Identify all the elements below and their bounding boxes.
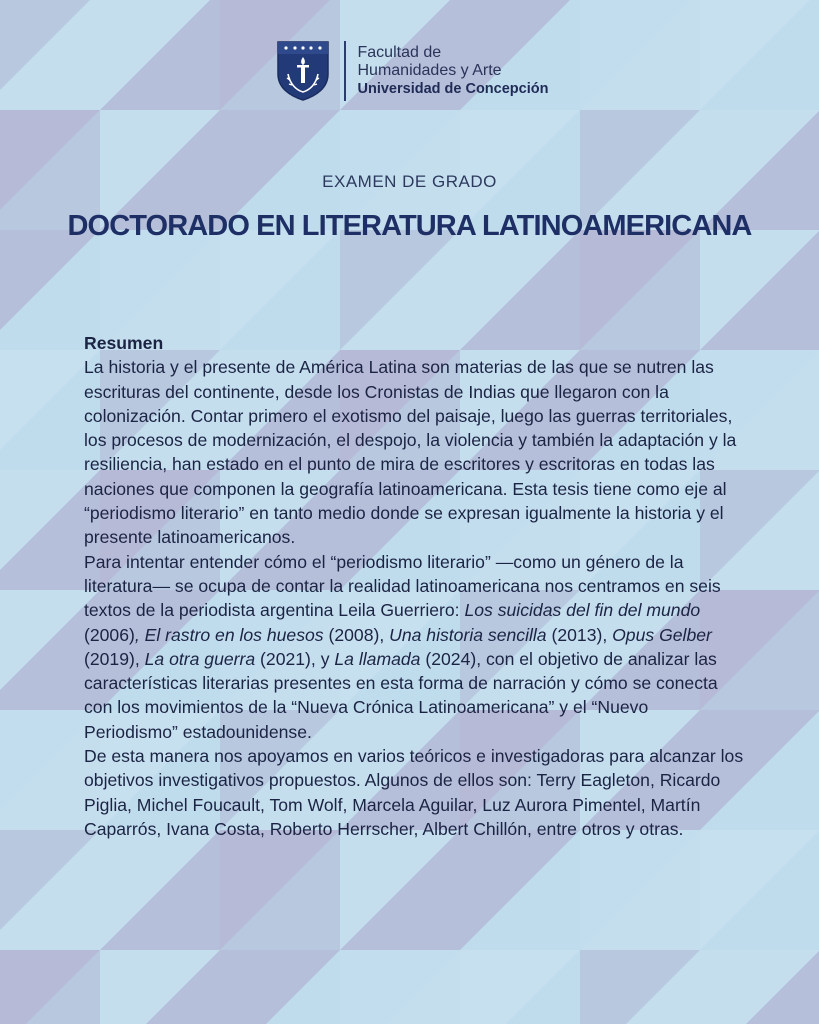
book-title: Opus Gelber <box>612 624 712 645</box>
abstract-paragraph-3: De esta manera nos apoyamos en varios teóricos e investigadoras para alcanzar los objetivos investigativos propuestos. Algunos de ellos son: Terry Eagleton, Ricardo Piglia, Michel Foucault, Tom Wolf, Marcela Aguilar, Luz Aurora Pimentel, Martín Caparrós, Ivana Costa, Roberto Herrscher, Albert Chillón, entre otros y otras. <box>84 746 744 839</box>
abstract-heading: Resumen <box>84 333 164 353</box>
university-name: Universidad de Concepción <box>357 81 549 97</box>
faculty-name <box>358 44 549 98</box>
abstract-paragraph-2 <box>84 550 744 744</box>
text-run: Para intentar entender cómo el “periodismo literario” —como un género de la literatura— se ocupa de contar la realidad latinoamericana nos centramos en seis textos de la periodista argentina Leila Guerriero: <box>84 551 721 621</box>
text-run: (2021), y <box>255 648 335 669</box>
program-title: DOCTORADO EN LITERATURA LATINOAMERICANA <box>67 210 752 242</box>
abstract <box>84 331 744 841</box>
exam-label: EXAMEN DE GRADO <box>322 172 497 191</box>
text-run: (2013), <box>546 624 613 645</box>
faculty-line-1: Facultad de <box>357 44 442 61</box>
faculty-line-2: Humanidades y Arte <box>357 62 502 79</box>
book-title: , El rastro en los huesos <box>134 624 324 645</box>
text-run: (2024), con el objetivo de analizar las características literarias presentes en esta forma de narración y cómo se conecta con los movimientos de la “Nueva Crónica Latinoamericana” y el “Nuevo Periodismo” estadounidense. <box>84 648 718 742</box>
logo-divider <box>344 41 346 101</box>
book-title: Los suicidas del fin del mundo <box>464 600 701 621</box>
university-shield-icon <box>276 40 330 102</box>
abstract-paragraph-1: La historia y el presente de América Latina son materias de las que se nutren las escrituras del continente, desde los Cronistas de Indias que llegaron con la colonización. Contar primero el exotismo del paisaje, luego las guerras territoriales, los procesos de modernización, el despojo, la violencia y también la adaptación y la resiliencia, han estado en el punto de mira de escritores y escritoras en todas las naciones que componen la geografía latinoamericana. Esta tesis tiene como eje al “periodismo literario” en tanto medio donde se expresan igualmente la historia y el presente latinoamericanos. <box>84 357 737 548</box>
university-logo <box>276 38 548 104</box>
book-title: Una historia sencilla <box>389 624 547 645</box>
text-run: (2008), <box>323 624 390 645</box>
book-title: La llamada <box>334 648 421 669</box>
text-run: (2006) <box>84 624 135 645</box>
text-run: (2019), <box>84 648 145 669</box>
book-title: La otra guerra <box>144 648 256 669</box>
